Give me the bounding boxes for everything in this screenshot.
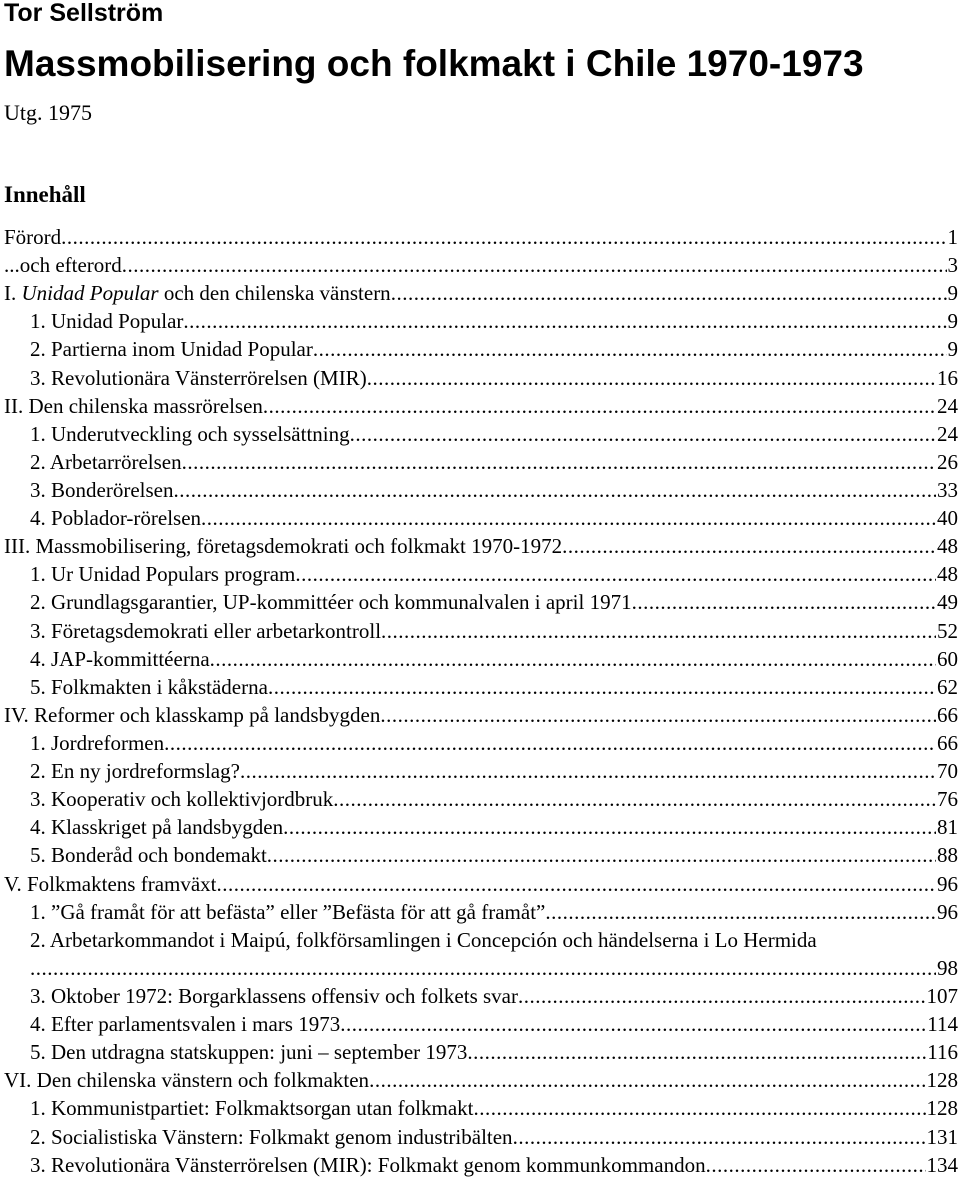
toc-leader-dots [30, 954, 936, 982]
toc-entry[interactable] [4, 335, 958, 363]
toc-entry-page: 76 [937, 787, 958, 812]
toc-entry[interactable] [4, 251, 958, 279]
toc-entry-page: 128 [926, 1068, 958, 1093]
toc-entry-page: 70 [937, 759, 958, 784]
toc-entry-page: 60 [937, 646, 958, 671]
toc-entry-page: 48 [937, 534, 958, 559]
toc-entry-page: 9 [947, 281, 958, 306]
toc-entry[interactable] [4, 504, 958, 532]
toc-leader-dots [240, 757, 936, 785]
toc-entry[interactable] [4, 560, 958, 588]
toc-entry-title: 1. ”Gå framåt för att befästa” eller ”Befästa för att gå framåt” [30, 899, 546, 924]
toc-entry-title: 5. Bonderåd och bondemakt [30, 843, 267, 868]
toc-entry-page: 26 [937, 449, 958, 474]
toc-entry-title: 3. Kooperativ och kollektivjordbruk [30, 787, 334, 812]
toc-leader-dots [333, 785, 936, 813]
toc-entry-title: 1. Unidad Popular [30, 309, 184, 334]
toc-entry-title: 3. Företagsdemokrati eller arbetarkontroll [30, 618, 382, 643]
toc-leader-dots [340, 1010, 926, 1038]
toc-entry-title: V. Folkmaktens framväxt [4, 871, 217, 896]
toc-entry-title: 3. Revolutionära Vänsterrörelsen (MIR) [30, 365, 367, 390]
toc-entry[interactable] [4, 223, 958, 251]
toc-entry-title: III. Massmobilisering, företagsdemokrati och folkmakt 1970-1972 [4, 534, 563, 559]
toc-entry-title: 1. Underutveckling och sysselsättning [30, 421, 350, 446]
toc-entry[interactable] [4, 870, 958, 898]
toc-leader-dots [263, 392, 936, 420]
toc-entry-title: II. Den chilenska massrörelsen [4, 393, 263, 418]
toc-entry-title: 2. Arbetarkommandot i Maipú, folkförsamlingen i Concepción och händelserna i Lo Hermida [30, 927, 817, 952]
toc-entry[interactable] [4, 729, 958, 757]
toc-entry[interactable] [4, 420, 958, 448]
toc-entry-title: 1. Jordreformen [30, 730, 165, 755]
toc-entry-page: 134 [926, 1152, 958, 1177]
toc-entry-title: 5. Den utdragna statskuppen: juni – september 1973 [30, 1040, 468, 1065]
toc-leader-dots [467, 1038, 926, 1066]
document-title: Massmobilisering och folkmakt i Chile 1970-1973 [4, 43, 864, 84]
toc-entry-page: 96 [937, 871, 958, 896]
toc-entry-page: 116 [927, 1040, 958, 1065]
toc-entry-page: 98 [937, 955, 958, 980]
toc-entry-title: ...och efterord [4, 253, 122, 278]
toc-entry[interactable] [4, 392, 958, 420]
toc-entry[interactable] [4, 898, 958, 926]
toc-entry[interactable] [4, 1038, 958, 1066]
toc-entry-title: 2. Arbetarrörelsen [30, 449, 182, 474]
toc-entry-page: 9 [947, 337, 958, 362]
toc-entry-title-prefix: I. [4, 281, 22, 306]
toc-entry-page: 40 [937, 506, 958, 531]
toc-entry-page: 81 [937, 815, 958, 840]
toc-leader-dots [518, 982, 926, 1010]
toc-entry-page: 3 [947, 253, 958, 278]
toc-leader-dots [313, 335, 947, 363]
toc-entry[interactable] [4, 588, 958, 616]
toc-entry-page: 131 [926, 1124, 958, 1149]
toc-leader-dots [545, 898, 936, 926]
toc-leader-dots [295, 560, 936, 588]
toc-entry[interactable] [4, 448, 958, 476]
toc-leader-dots [513, 1123, 926, 1151]
toc-entry-page: 16 [937, 365, 958, 390]
toc-entry[interactable] [4, 757, 958, 785]
toc-entry[interactable] [4, 673, 958, 701]
toc-entry-title: 2. Partierna inom Unidad Popular [30, 337, 313, 362]
toc-entry-title: 2. En ny jordreformslag? [30, 759, 240, 784]
toc-entry-page: 96 [937, 899, 958, 924]
toc-leader-dots [632, 588, 936, 616]
toc-entry-title: 4. Poblador-rörelsen [30, 506, 202, 531]
toc-entry-page: 66 [937, 730, 958, 755]
toc-entry[interactable] [4, 785, 958, 813]
toc-heading: Innehåll [4, 182, 86, 207]
toc-leader-dots [391, 279, 947, 307]
toc-entry[interactable] [4, 1010, 958, 1038]
toc-leader-dots [380, 701, 936, 729]
toc-leader-dots [350, 420, 936, 448]
toc-entry-title-italic: Unidad Popular [21, 281, 159, 306]
toc-entry-title: 3. Bonderörelsen [30, 477, 174, 502]
toc-leader-dots [183, 307, 946, 335]
toc-entry[interactable] [4, 645, 958, 673]
toc-entry-title: 5. Folkmakten i kåkstäderna [30, 674, 268, 699]
toc-entry-page: 62 [937, 674, 958, 699]
toc-entry-page: 33 [937, 477, 958, 502]
toc-entry-title: 4. JAP-kommittéerna [30, 646, 210, 671]
toc-entry-title: 4. Efter parlamentsvalen i mars 1973 [30, 1012, 341, 1037]
toc-leader-dots [283, 813, 936, 841]
toc-entry-page: 114 [927, 1012, 958, 1037]
toc-entry[interactable] [4, 617, 958, 645]
toc-entry-title: VI. Den chilenska vänstern och folkmakten [4, 1068, 370, 1093]
toc-entry-title: 1. Kommunistpartiet: Folkmaktsorgan utan folkmakt [30, 1096, 474, 1121]
toc-leader-dots [367, 364, 936, 392]
toc-entry-title [4, 279, 391, 307]
toc-leader-dots [164, 729, 936, 757]
toc-entry-title: 2. Grundlagsgarantier, UP-kommittéer och kommunalvalen i april 1971 [30, 590, 632, 615]
toc-entry[interactable] [4, 813, 958, 841]
toc-entry-page: 49 [937, 590, 958, 615]
toc-entry-title: IV. Reformer och klasskamp på landsbygden [4, 702, 381, 727]
toc-entry-page: 1 [947, 225, 958, 249]
toc-leader-dots [122, 251, 947, 279]
toc-entry-page: 24 [937, 393, 958, 418]
toc-entry-title-suffix: och den chilenska vänstern [158, 281, 391, 306]
toc-entry[interactable] [4, 1094, 958, 1122]
toc-entry-page: 52 [937, 618, 958, 643]
toc-leader-dots [217, 870, 936, 898]
toc-entry-title: 3. Oktober 1972: Borgarklassens offensiv och folkets svar [30, 983, 518, 1008]
toc-leader-dots [473, 1094, 925, 1122]
toc-leader-dots [381, 617, 936, 645]
toc-entry[interactable] [4, 926, 958, 954]
toc-entry[interactable] [4, 701, 958, 729]
toc-leader-dots [267, 841, 936, 869]
toc-leader-dots [173, 476, 936, 504]
toc-entry[interactable] [4, 307, 958, 335]
toc-entry-page: 107 [926, 983, 958, 1008]
toc-leader-dots [706, 1151, 926, 1179]
table-of-contents [4, 223, 958, 1179]
toc-entry[interactable] [4, 1123, 958, 1151]
toc-entry-page: 24 [937, 421, 958, 446]
edition-note: Utg. 1975 [4, 100, 92, 125]
toc-entry[interactable] [4, 1066, 958, 1094]
toc-entry[interactable] [4, 982, 958, 1010]
toc-entry-page: 88 [937, 843, 958, 868]
toc-leader-dots [268, 673, 936, 701]
toc-entry-title: 1. Ur Unidad Populars program [30, 562, 296, 587]
toc-entry-title: Förord [4, 225, 62, 249]
toc-entry[interactable] [4, 532, 958, 560]
toc-entry-title: 3. Revolutionära Vänsterrörelsen (MIR): Folkmakt genom kommunkommandon [30, 1152, 706, 1177]
toc-leader-dots [369, 1066, 925, 1094]
toc-leader-dots [182, 448, 936, 476]
toc-entry-page: 128 [926, 1096, 958, 1121]
toc-entry[interactable] [4, 841, 958, 869]
toc-entry[interactable] [4, 279, 958, 307]
toc-leader-dots [210, 645, 936, 673]
toc-entry[interactable] [4, 364, 958, 392]
toc-entry-title: 4. Klasskriget på landsbygden [30, 815, 284, 840]
toc-leader-dots [61, 223, 946, 251]
toc-entry-page: 9 [947, 309, 958, 334]
toc-entry-continuation[interactable] [4, 954, 958, 982]
toc-leader-dots [562, 532, 936, 560]
toc-leader-dots [201, 504, 936, 532]
toc-entry-page: 48 [937, 562, 958, 587]
author-name: Tor Sellström [4, 0, 164, 27]
toc-entry-title: 2. Socialistiska Vänstern: Folkmakt genom industribälten [30, 1124, 513, 1149]
toc-entry[interactable] [4, 476, 958, 504]
toc-entry-page: 66 [937, 702, 958, 727]
